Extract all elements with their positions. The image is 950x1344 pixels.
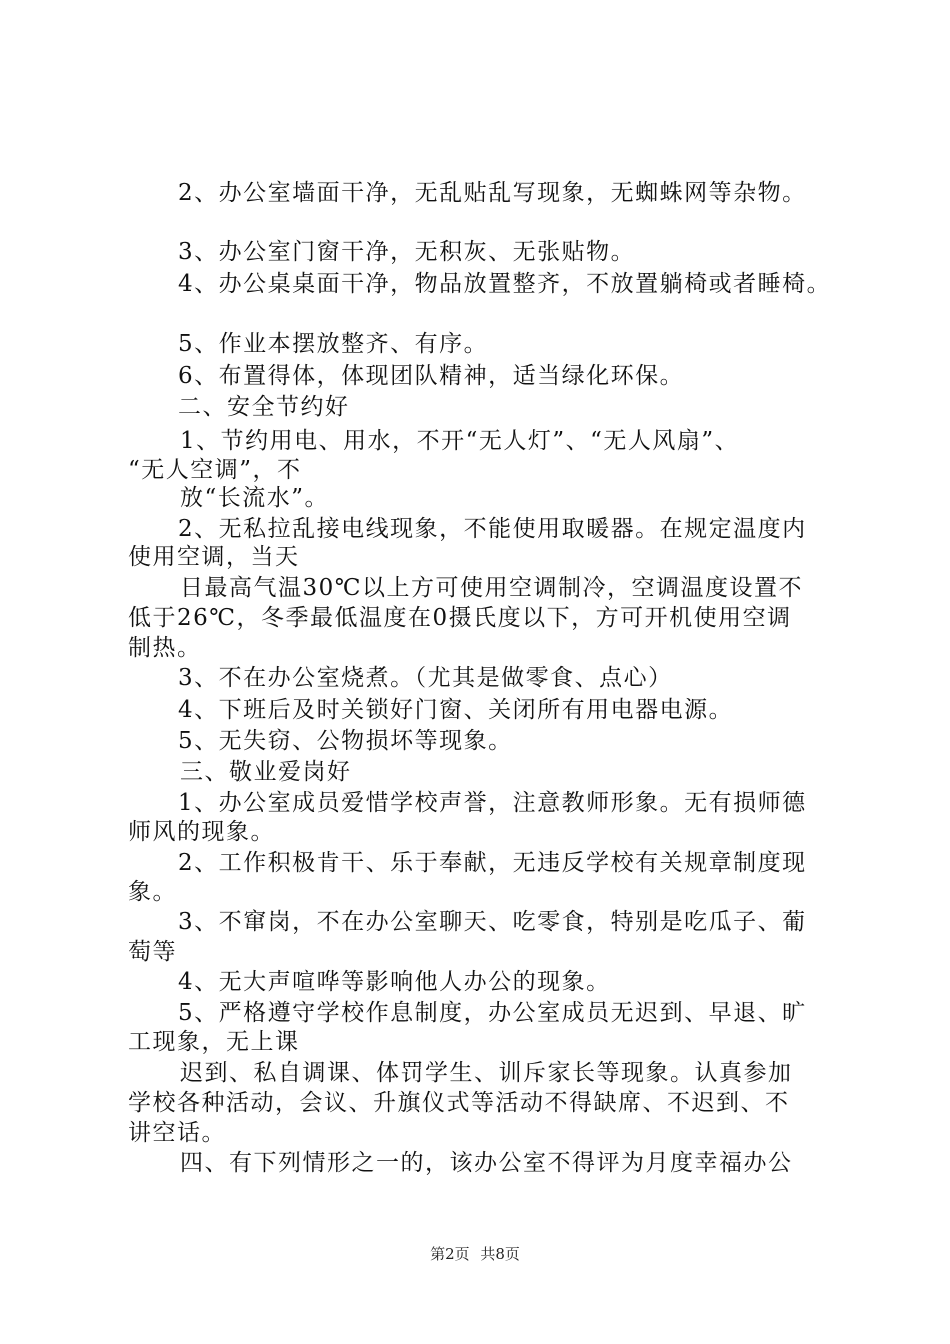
text-line: 5、无失窃、公物损坏等现象。 [178,728,513,754]
text-line: 低于26℃，冬季最低温度在0摄氏度以下，方可开机使用空调 [128,605,792,631]
text-line: 5、作业本摆放整齐、有序。 [178,331,489,357]
text-line: 2、无私拉乱接电线现象，不能使用取暖器。在规定温度内 [178,516,807,542]
text-line: 2、办公室墙面干净，无乱贴乱写现象，无蜘蛛网等杂物。 [178,180,807,206]
text-line: 3、办公室门窗干净，无积灰、无张贴物。 [178,239,636,265]
text-line: 萄等 [128,939,177,965]
text-line: 工现象，无上课 [128,1029,300,1055]
text-line: 迟到、私自调课、体罚学生、训斥家长等现象。认真参加 [180,1060,793,1086]
text-line: 制热。 [128,635,202,661]
text-line: 4、办公桌桌面干净，物品放置整齐，不放置躺椅或者睡椅。 [178,271,832,297]
text-line: “无人空调”，不 [128,457,302,483]
text-line: 2、工作积极肯干、乐于奉献，无违反学校有关规章制度现 [178,850,807,876]
text-line: 1、节约用电、用水，不开“无人灯”、“无人风扇”、 [180,428,740,454]
text-line: 使用空调，当天 [128,544,300,570]
text-line: 象。 [128,879,177,905]
text-line: 6、布置得体，体现团队精神，适当绿化环保。 [178,363,685,389]
text-line: 4、无大声喧哗等影响他人办公的现象。 [178,969,611,995]
text-line: 学校各种活动，会议、升旗仪式等活动不得缺席、不迟到、不 [128,1090,790,1116]
section-heading: 二、安全节约好 [178,394,350,420]
text-line: 日最高气温30℃以上方可使用空调制冷，空调温度设置不 [180,575,803,601]
page-number: 第2页 [430,1245,470,1263]
section-heading: 四、有下列情形之一的，该办公室不得评为月度幸福办公 [180,1150,793,1176]
text-line: 4、下班后及时关锁好门窗、关闭所有用电器电源。 [178,697,734,723]
text-line: 放“长流水”。 [180,485,330,511]
text-line: 3、不在办公室烧煮。（尤其是做零食、点心） [178,665,673,691]
text-line: 师风的现象。 [128,819,275,845]
section-heading: 三、敬业爱岗好 [180,759,352,785]
page-total: 共8页 [480,1245,520,1263]
text-line: 1、办公室成员爱惜学校声誉，注意教师形象。无有损师德 [178,790,807,816]
page-footer [0,1243,950,1264]
text-line: 5、严格遵守学校作息制度，办公室成员无迟到、早退、旷 [178,1000,807,1026]
text-line: 3、不窜岗，不在办公室聊天、吃零食，特别是吃瓜子、葡 [178,909,807,935]
text-line: 讲空话。 [128,1120,226,1146]
